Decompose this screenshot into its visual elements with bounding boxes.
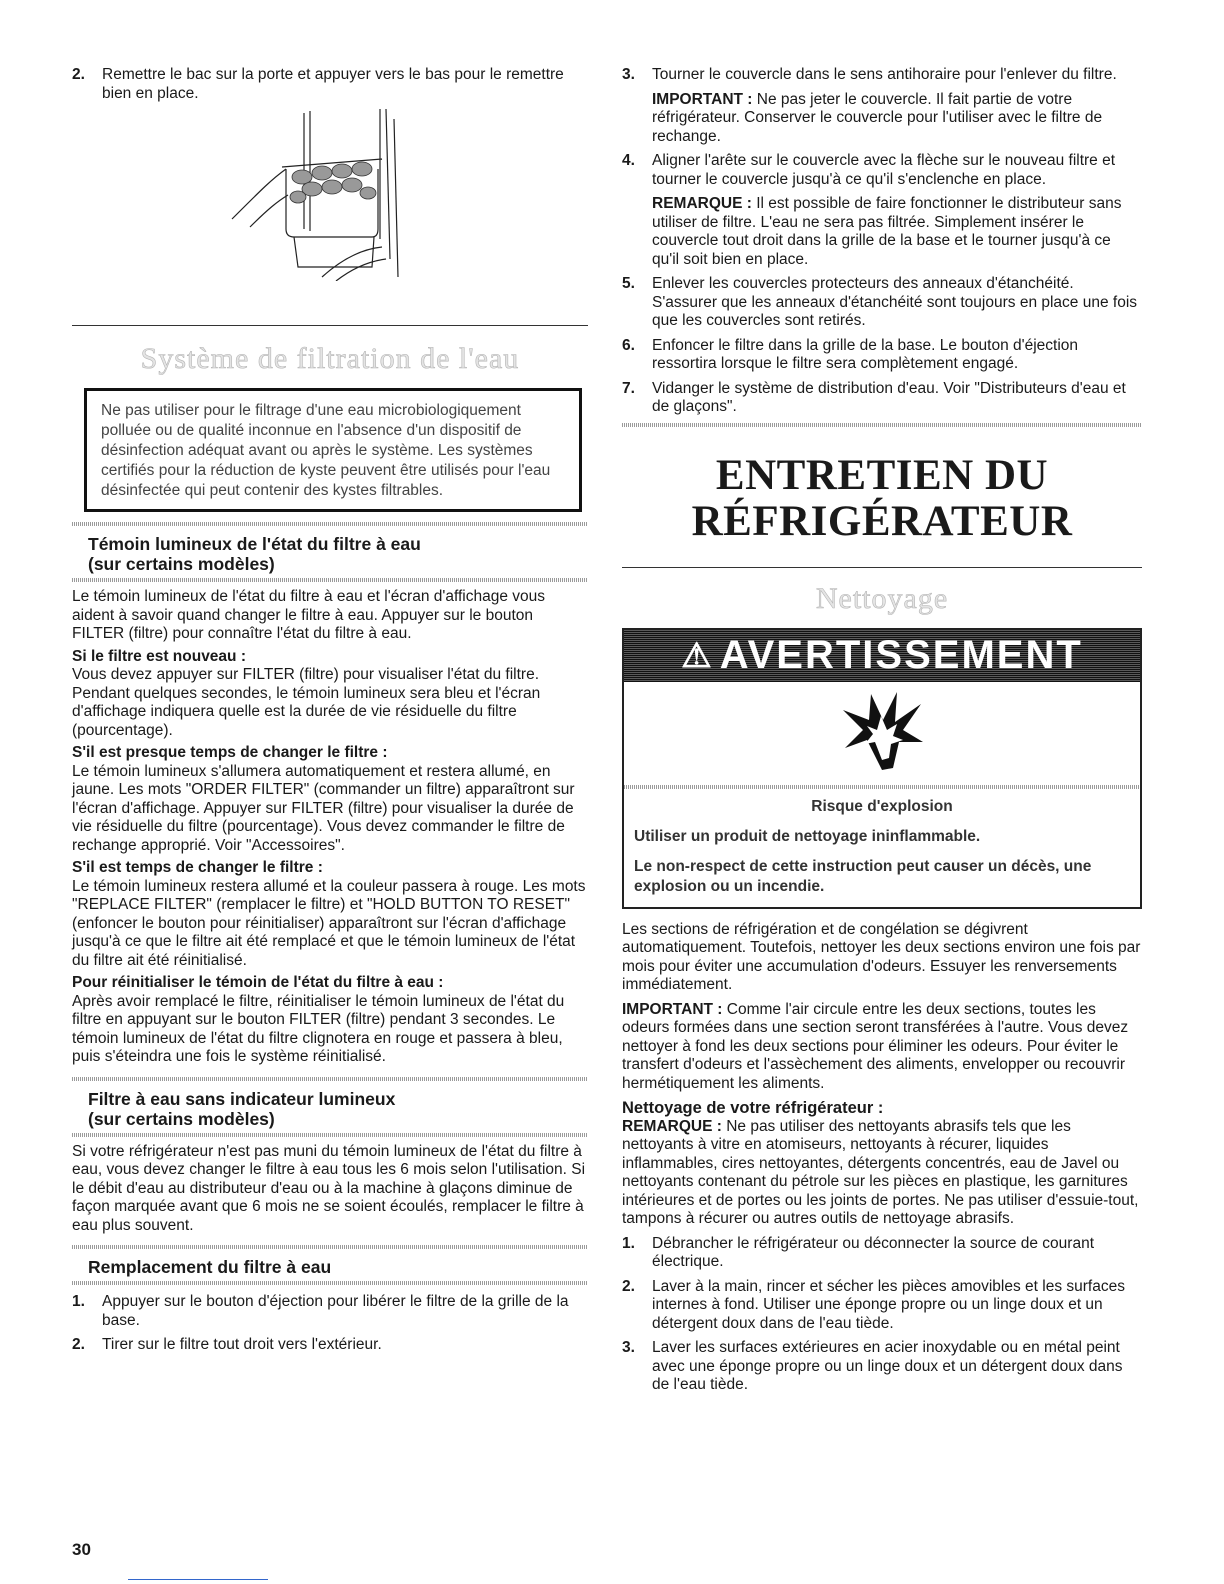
step-number: 4. — [622, 152, 635, 169]
step-number: 1. — [72, 1293, 85, 1310]
dotted-divider — [622, 423, 1142, 427]
divider — [72, 325, 588, 326]
step-text: Vidanger le système de distribution d'eau. Voir "Distributeurs d'eau et de glaçons". — [652, 379, 1126, 415]
clean-step-3 — [622, 1339, 1142, 1395]
ice-bin-drawing — [72, 109, 588, 281]
chapter-title-line2: RÉFRIGÉRATEUR — [691, 497, 1073, 545]
important-label: IMPORTANT : — [652, 90, 753, 108]
explosion-symbol-area — [624, 682, 1140, 789]
indicator-intro: Le témoin lumineux de l'état du filtre à eau et l'écran d'affichage vous aident à savoir quand changer le filtre à eau. Appuyer sur le bouton FILTER (filtre) pour connaître l'état du filtre à eau. — [72, 588, 546, 642]
dotted-divider — [624, 785, 1140, 789]
step-number: 1. — [622, 1234, 635, 1252]
step-6 — [622, 337, 1142, 374]
avertissement-label: AVERTISSEMENT — [719, 633, 1083, 677]
dotted-divider — [72, 1133, 588, 1137]
footer-line — [128, 1579, 268, 1580]
step-number: 2. — [72, 1336, 85, 1353]
replace-step-2 — [72, 1336, 588, 1355]
remarque-label: REMARQUE : — [652, 195, 752, 212]
step-number: 6. — [622, 336, 635, 354]
step-text: Enfoncer le filtre dans la grille de la base. Le bouton d'éjection ressortira lorsque le filtre sera complètement engagé. — [652, 336, 1079, 372]
reset-text: Après avoir remplacé le filtre, réinitialiser le témoin lumineux de l'état du filtre en appuyant sur le bouton FILTER (filtre) pendant 3 secondes. Le témoin lumineux de l'état du filtre clignotera en rouge et passera à bleu, puis s'éteindra une fois le système réinitialisé. — [72, 992, 565, 1065]
clean-step-2 — [622, 1278, 1142, 1334]
chapter-title — [622, 453, 1142, 545]
no-indicator-heading-line2: (sur certains modèles) — [88, 1108, 275, 1129]
indicator-heading-line1: Témoin lumineux de l'état du filtre à eau — [88, 534, 421, 554]
important-note-1 — [652, 91, 1142, 147]
step-number: 3. — [622, 1339, 635, 1356]
step-4 — [622, 152, 1142, 189]
indicator-heading-line2: (sur certains modèles) — [88, 554, 275, 574]
remarque-note-1 — [652, 195, 1142, 269]
reset-heading: Pour réinitialiser le témoin de l'état du filtre à eau : — [72, 974, 444, 991]
replace-step-1 — [72, 1293, 588, 1330]
dotted-divider — [72, 1077, 588, 1081]
step-text: Tirer sur le filtre tout droit vers l'extérieur. — [102, 1336, 382, 1353]
section-title: Nettoyage — [815, 581, 949, 615]
step-text: Laver les surfaces extérieures en acier inoxydable ou en métal peint avec une éponge propre ou un linge doux et un détergent doux dans de l'eau tiède. — [652, 1339, 1123, 1393]
warning-text: Ne pas utiliser pour le filtrage d'une eau microbiologiquement polluée ou de qualité inconnue en l'absence d'un dispositif de désinfection adéquat avant ou après le système. Les systèmes certifiés pour la réduction de kyste peuvent être utilisés pour l'eau désinfectée qui peut contenir des kystes filtrables. — [101, 402, 551, 499]
no-indicator-text: Si votre réfrigérateur n'est pas muni du témoin lumineux de l'état du filtre à eau, vous devez changer le filtre à eau tous les 6 mois selon l'utilisation. Si le débit d'eau au distributeur d'eau ou à la machine à glaçons diminue de façon marquée avant que 6 mois ne se soient écoulés, remplacer le filtre à eau plus souvent. — [72, 1142, 586, 1234]
chapter-title-line1: ENTRETIEN DU — [715, 451, 1049, 499]
important-text: Ne pas jeter le couvercle. Il fait partie de votre réfrigérateur. Conserver le couvercle pour l'utiliser avec le filtre de rechange. — [652, 90, 1103, 145]
step-text: Remettre le bac sur la porte et appuyer vers le bas pour le remettre bien en place. — [102, 66, 564, 102]
right-column — [622, 66, 1142, 1401]
time-to-change-heading: S'il est temps de changer le filtre : — [72, 859, 323, 876]
warning-line-2: Le non-respect de cette instruction peut causer un décès, une explosion ou un incendie. — [634, 857, 1092, 895]
remarque-note-2 — [622, 1118, 1142, 1229]
indicator-heading — [72, 534, 588, 574]
dotted-divider — [72, 522, 588, 526]
cleaning-heading: Nettoyage de votre réfrigérateur : — [622, 1099, 884, 1117]
dotted-divider — [72, 1245, 588, 1249]
step-number: 2. — [72, 66, 85, 83]
step-text: Appuyer sur le bouton d'éjection pour libérer le filtre de la grille de la base. — [102, 1293, 569, 1329]
avertissement-header — [624, 630, 1140, 682]
important-note-2 — [622, 1001, 1142, 1094]
new-filter-text: Vous devez appuyer sur FILTER (filtre) pour visualiser l'état du filtre. Pendant quelques secondes, le témoin lumineux sera bleu et l'écran d'affichage indiquera quelle est la durée de vie résiduelle du filtre (pourcentage). — [72, 666, 541, 739]
step-text: Tourner le couvercle dans le sens antihoraire pour l'enlever du filtre. — [652, 66, 1117, 83]
replace-heading: Remplacement du filtre à eau — [88, 1257, 332, 1277]
step-2 — [72, 66, 588, 103]
divider — [622, 567, 1142, 568]
avertissement-box — [622, 628, 1142, 909]
section-title: Système de filtration de l'eau — [140, 342, 520, 375]
step-number: 2. — [622, 1277, 635, 1295]
step-number: 5. — [622, 275, 635, 292]
ice-bin-illustration — [72, 109, 588, 281]
important-text: Comme l'air circule entre les deux sections, toutes les odeurs formées dans une section seront transférées à l'autre. Vous devez nettoyer à fond les deux sections pour éliminer les odeurs. Pour éviter le transfert d'odeurs et l'assèchement des aliments, envelopper ou recouvrir hermétiquement les aliments. — [622, 1000, 1129, 1092]
step-text: Laver à la main, rincer et sécher les pièces amovibles et les surfaces internes à fond. Utiliser une éponge propre ou un linge doux et un détergent doux dans de l'eau tiède. — [652, 1277, 1125, 1332]
time-to-change-text: Le témoin lumineux restera allumé et la couleur passera à rouge. Les mots "REPLACE FILTER" (remplacer le filtre) et "HOLD BUTTON TO RESET" (enfoncer le bouton pour réinitialiser) apparaîtront sur l'écran d'affichage jusqu'à ce que le filtre ait été remplacé et que le témoin lumineux de l'état du filtre ait été réinitialisé. — [72, 877, 586, 969]
clean-step-1 — [622, 1235, 1142, 1272]
warning-box — [84, 388, 582, 512]
dotted-divider — [72, 1281, 588, 1285]
step-number: 7. — [622, 379, 635, 397]
new-filter-heading: Si le filtre est nouveau : — [72, 647, 246, 665]
almost-time-heading: S'il est presque temps de changer le filtre : — [72, 744, 388, 761]
remarque-text: Il est possible de faire fonctionner le distributeur sans utiliser de filtre. L'eau ne sera pas filtrée. Simplement insérer le couvercle tout droit dans la grille de la base et le tourner jusqu'à ce qu'il soit bien en place. — [652, 195, 1122, 268]
no-indicator-heading — [72, 1089, 588, 1129]
risk-label: Risque d'explosion — [811, 797, 953, 815]
left-column — [72, 66, 588, 1361]
avertissement-text — [624, 789, 1140, 907]
step-7 — [622, 380, 1142, 417]
warning-triangle-icon: ⚠ — [681, 636, 714, 675]
explosion-icon — [837, 690, 927, 774]
almost-time-text: Le témoin lumineux s'allumera automatiquement et restera allumé, en jaune. Les mots "ORDER FILTER" (commander un filtre) apparaîtront sur l'écran d'affichage. Appuyer sur FILTER (filtre) pour visualiser la durée de vie résiduelle du filtre (pourcentage). Vous devez commander le filtre de rechange approprié. Voir "Accessoires". — [72, 762, 575, 854]
step-text: Aligner l'arête sur le couvercle avec la flèche sur le nouveau filtre et tourner le couvercle jusqu'à ce qu'il s'enclenche en place. — [652, 152, 1116, 188]
remarque-text: Ne pas utiliser des nettoyants abrasifs tels que les nettoyants à vitre en atomiseurs, nettoyants à récurer, liquides inflammables, cires nettoyantes, détergents concentrés, eau de Javel ou nettoyants contenant du pétrole sur les pièces en plastique, les garnitures intérieures et de portes ou les joints de portes. Ne pas utiliser d'essuie-tout, tampons à récurer ou autres outils de nettoyage abrasifs. — [622, 1117, 1139, 1227]
step-text: Enlever les couvercles protecteurs des anneaux d'étanchéité. S'assurer que les anneaux d'étanchéité sont toujours en place une fois que les couvercles sont retirés. — [652, 275, 1138, 329]
no-indicator-heading-line1: Filtre à eau sans indicateur lumineux — [88, 1088, 396, 1109]
dotted-divider — [72, 578, 588, 582]
step-3 — [622, 66, 1142, 85]
cleaning-steps — [622, 1235, 1142, 1395]
warning-line-1: Utiliser un produit de nettoyage ininflammable. — [634, 827, 981, 845]
page-number: 30 — [72, 1540, 91, 1559]
defrost-paragraph: Les sections de réfrigération et de congélation se dégivrent automatiquement. Toutefois, nettoyer les deux sections environ une fois par mois pour éviter une accumulation d'odeurs. Essuyer les renversements immédiatement. — [622, 920, 1141, 993]
step-text: Débrancher le réfrigérateur ou déconnecter la source de courant électrique. — [652, 1234, 1095, 1270]
step-number: 3. — [622, 66, 635, 83]
step-5 — [622, 275, 1142, 331]
remarque-label: REMARQUE : — [622, 1117, 722, 1135]
important-label: IMPORTANT : — [622, 1000, 723, 1018]
